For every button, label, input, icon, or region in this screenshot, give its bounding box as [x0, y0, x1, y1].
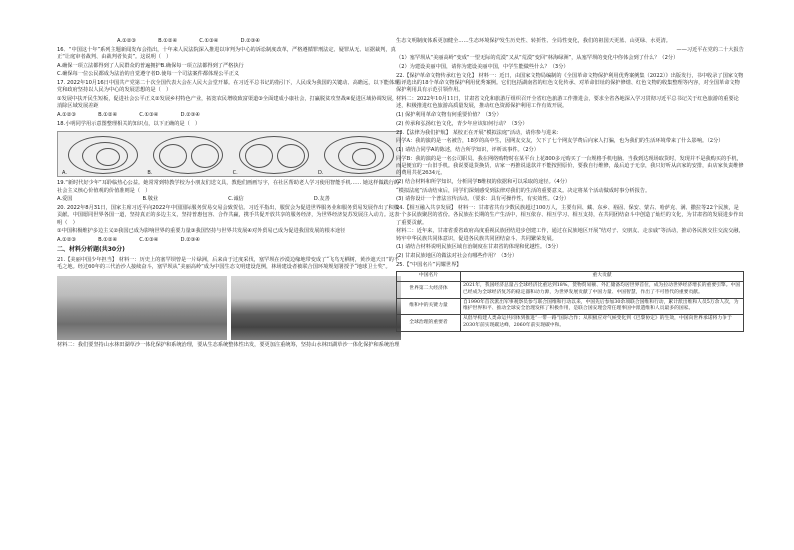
table-header: 中国名片	[397, 272, 461, 282]
q22-question-1: (1) 保护利用革命文物有何重要价值？（3分）	[396, 112, 502, 119]
section-title: 二、材料分析题(共30分)	[57, 246, 125, 254]
forest-photo	[231, 276, 401, 340]
china-card-table	[396, 271, 744, 332]
option: D.友善	[313, 196, 330, 203]
option: C.诚信	[228, 196, 244, 203]
quote-text: 生态文明制度体系更加健全……生态环境保护发生历史性、转折性、全局性变化，我们的祖国天更蓝、山更绿、水更清。	[396, 38, 671, 44]
diagram-label: B.	[147, 170, 153, 177]
option: C.①③④	[139, 237, 159, 244]
option: C.①③④	[199, 38, 219, 44]
q21-question-2: （2）为建设美丽中国，请你为建设美丽中国，中学生能做些什么？（3分）	[396, 64, 569, 71]
q19-stem: 19.“新时代好少年”耳聆临热心公益。她常常到特教学校为小朋友们送文具，教他们画画写字，在社区帮助老人学习使用智能手机…… 她这样做践行的社会主义核心价值观的价值准则是（ ）	[57, 180, 400, 194]
q21-material-2: 材料二：我们要坚持山水林田湖草沙一体化保护和系统治理，要从生态系统整体性出发，要更加注重统筹，坚持山水林田湖草沙一体化保护和系统治理	[57, 341, 400, 348]
q20-options	[57, 237, 401, 244]
q16-stem: 16．“中国这十年”系列主题新闻发布会指出，十年来人民法院深入推进以审判为中心的诉讼制度改革，严格遵循罪刑法定、疑罪从无、证据裁判，真正“让庭审者裁判、由裁判者负责”。这说明（ ）	[57, 46, 396, 61]
q20-items: ①中国积极维护多边主义②我国已成为影响世界的重要力量③我国坚持与世界共发展④对外贸易已成为促进我国发展的根本途径	[57, 228, 346, 235]
table-row	[397, 315, 744, 332]
q25-title: 25.【“中国名片”闪耀世界】	[396, 261, 462, 268]
landscape-photo	[57, 276, 227, 340]
q17-items: ①发展中扶开民生短板，促进社会公平正义②发展乡村特色产业，拓宽农民增收致富渠道③全面建成小康社会，打赢脱贫攻坚战④促进区域协调发展，消除区域发展差距	[57, 96, 398, 110]
table-cell: 全球治理的重要者	[397, 315, 461, 332]
q22-material: 22.【保护革命文物传承红色文化】 材料一：近日，由国家文物局编制的《全国革命文物保护利用优秀案例集（2022）》出版发行，书中收录了国家文物局评选出的18个革命文物保护利用优秀案例。它们包括湖南省的红色文化传承、对革命旧址的保护修缮、红色文物的收集整理等内容，对全国革命文物保护利用具有示范引领作用。	[396, 72, 744, 94]
q20-stem: 20. 2022年8月31日，国家主席习近平向2022年中国国际服务贸易交易会致贺信。习近平指出，服贸会为促进世界服务业和服务贸易发展作出了积极贡献。中国愿同世界各国一道，坚持真正的多边主义，坚持普惠包容、合作共赢，携手共促开放共享的服务经济，为世界经济复苏发展注入动力。这表明（ ）	[57, 204, 400, 226]
q24-material-2: 材料二：近年来，甘肃省委省政府高度重视民族团结进步创建工作，通过在民族地区开展“结对子、交朋友、走亲戚”等活动，推动各民族交往交流交融，铸牢中华民族共同体意识，促进各民族共同团结奋斗、共同繁荣发展。	[396, 228, 744, 242]
q24-material: 24.【相互融入共享发展】 材料一：甘肃省共有少数民族超过100万人，主要有回、藏、东乡、裕固、保安、蒙古、哈萨克、满、撒拉等22个民族，是一个多民族聚居的省份。各民族在长期的生产生活中，相互依存、相互学习、相互支持，在共同团结奋斗中创造了灿烂的文化，为甘肃省的发展进步作出了重要贡献。	[396, 204, 744, 226]
option: D.②③④	[180, 112, 201, 119]
option: A.①②③	[57, 237, 77, 244]
q21-question-1: （1）塞罕坝从“美丽高岭”变成“一望无际的荒漠”又从“荒漠”变回“林海绿洲”，从塞罕坝的变化中你体会到了什么？（2分）	[396, 55, 679, 62]
q23-student-a: 同学A：我的演的是一名被告，18岁的高中生，因网友交友，欠下了七个网友学费后向家人打骗，也为我们的生活环境带来了什么影响。（2分）	[396, 138, 724, 145]
table-row	[397, 281, 744, 298]
diagram-a	[62, 134, 140, 176]
q17-options	[57, 112, 401, 119]
q19-options	[57, 196, 401, 203]
option: A.①②③	[117, 38, 137, 44]
option: A.爱国	[57, 196, 73, 203]
q23-question-2: (2) 结合材料和所学知识，分析同学B维权的依据和可以采取的途径。（4分）	[396, 178, 571, 185]
q18-stem: 18.小明同学用示意图整理相关的知识点，以下正确的是（ ）	[57, 120, 201, 127]
q17-stem: 17. 2022年10月16日中国共产党第二十次全国代表大会在人民大会堂开幕。在习近平总书记的指引下，人民成为我国的关键动、高瞻远，以下能体现党和政府坚持以人民为中心的发展思想的是（ ）	[57, 80, 400, 94]
q23-student-b: 同学B：我的演的是一名公司职员。我在网络购物时在某平台上花800多元购买了一台规格手机电脑。当我到达现场取货时，发现并不是我购买的手机，而是便宜的一台旧手机。我说要退货换货，店家一再推说退款并不能按照原价，要我自行维修，最后迫于无奈，我只好听从店家的安排，由店家负责维修的费用共花2634元。	[396, 155, 744, 177]
table-cell: 世界第二大经济体	[397, 281, 461, 298]
q22-question-2: (2) 传承和弘扬红色文化，青少年应该如何行动？（3分）	[396, 120, 528, 127]
table-cell: 自1990年首次派出军事观察员参与联合国维和行动以来，中国先后参加30余项联合国维和行动，累计派出维和人员5万余人次，为维护世界和平、推动全球安全治理发挥了积极作用，是联合国安理会常任理事国中派遣维和人员最多的国家。	[461, 298, 744, 315]
diagram-b	[147, 134, 225, 176]
option: B.①②④	[158, 38, 178, 44]
q23-question-1: (1) 请结合同学A的陈述，结合所学知识，评析该事件。（2分）	[396, 146, 539, 153]
table-cell: 维和中的关键力量	[397, 298, 461, 315]
q21-material: 21.【美丽中国少年担当】 材料一：历史上的塞罕坝曾是一片绿洲，后来由于过度采伐，塞罕坝在沙漠边缘地带变成了“飞鸟无栖树，黄沙遮天日”的不毛之地。经过60年的三代治沙人接续奋斗，塞罕坝从“美丽高岭”成为中国生态文明建设范例，林场建设者被联合国环境规划署授予“地球卫士奖”。	[57, 256, 400, 271]
diagram-label: D.	[317, 170, 324, 177]
table-header-row	[397, 272, 744, 282]
diagram-label: C.	[232, 170, 238, 177]
option: A.①②③	[57, 112, 77, 119]
diagram-label: A.	[62, 170, 67, 177]
right-column	[396, 38, 744, 332]
q23-question-3: (3) 请你设计一个普法宣传活动。（要求：具有可操作性，有实效性。（2分）	[396, 196, 570, 203]
q22-material-2: 材料二：2022年10月11日，甘肃省文化和旅游厅组织召开全省红色旅游工作推进会，要求全省各地深入学习贯彻习近平总书记关于红色旅游的重要论述，积极推进红色旅游高质量发展，推动红色资源保护利用工作有效开展。	[396, 96, 739, 110]
table-row	[397, 298, 744, 315]
concept-diagram-strip	[57, 131, 401, 177]
option: B.①②④	[98, 237, 118, 244]
table-cell: 从倡导构建人类命运共同体到推进“一带一路”国际合作；从积极应对气候变化到《巴黎协定》的生效，中国向世界承诺将力争于2030年前实现碳达峰，2060年前实现碳中和。	[461, 315, 744, 332]
q23-title: 23.【法律为我们护航】 某校正在开展“模拟法庭”活动，请你参与进来：	[396, 129, 562, 136]
photo-strip	[57, 276, 401, 340]
diagram-d	[318, 134, 396, 176]
option: B.①②④	[98, 112, 118, 119]
q15-options	[117, 38, 401, 45]
left-column	[57, 38, 401, 350]
table-cell: 2021年，我国经济总量占全球经济比重达到18%，货物贸易额、外汇储备均居世界首位，成为拉动世界经济增长的重要引擎。中国已经成为全球经济复苏的稳定器和动力源，为世界发展贡献了中国力量、中国智慧，作出了不可替代的重要贡献。	[461, 281, 744, 298]
diagram-c	[233, 134, 311, 176]
quote-source: ——习近平在党的二十大报告	[676, 46, 744, 53]
table-header: 重大贡献	[461, 272, 744, 282]
q16-option-row: C.确保每一位公民都成为法治的自觉遵守者D.使每一个司法案件都体现公平正义	[57, 71, 240, 78]
option: B.敬业	[142, 196, 159, 203]
option: C.①③④	[139, 112, 159, 119]
option: D.②③④	[240, 38, 261, 44]
option: D.②③④	[180, 237, 201, 244]
q24-question-1: (1) 请结合材料说明民族区域自治制度在甘肃省的体现和优越性。（3分）	[396, 244, 562, 251]
q24-question-2: (2) 甘肃民族地区的做法对社会有哪些作用？（3分）	[396, 253, 518, 260]
q23-summary: “模拟法庭”活动结束后，同学们深刻感受到法律对我们的生活的重要意义。决定将某个活动做成时事分析报告。	[396, 187, 651, 194]
q16-option-row: A.确保一项立法都得到了人民群众的普遍拥护B.确保每一项立法都得到了严格执行	[57, 62, 244, 69]
